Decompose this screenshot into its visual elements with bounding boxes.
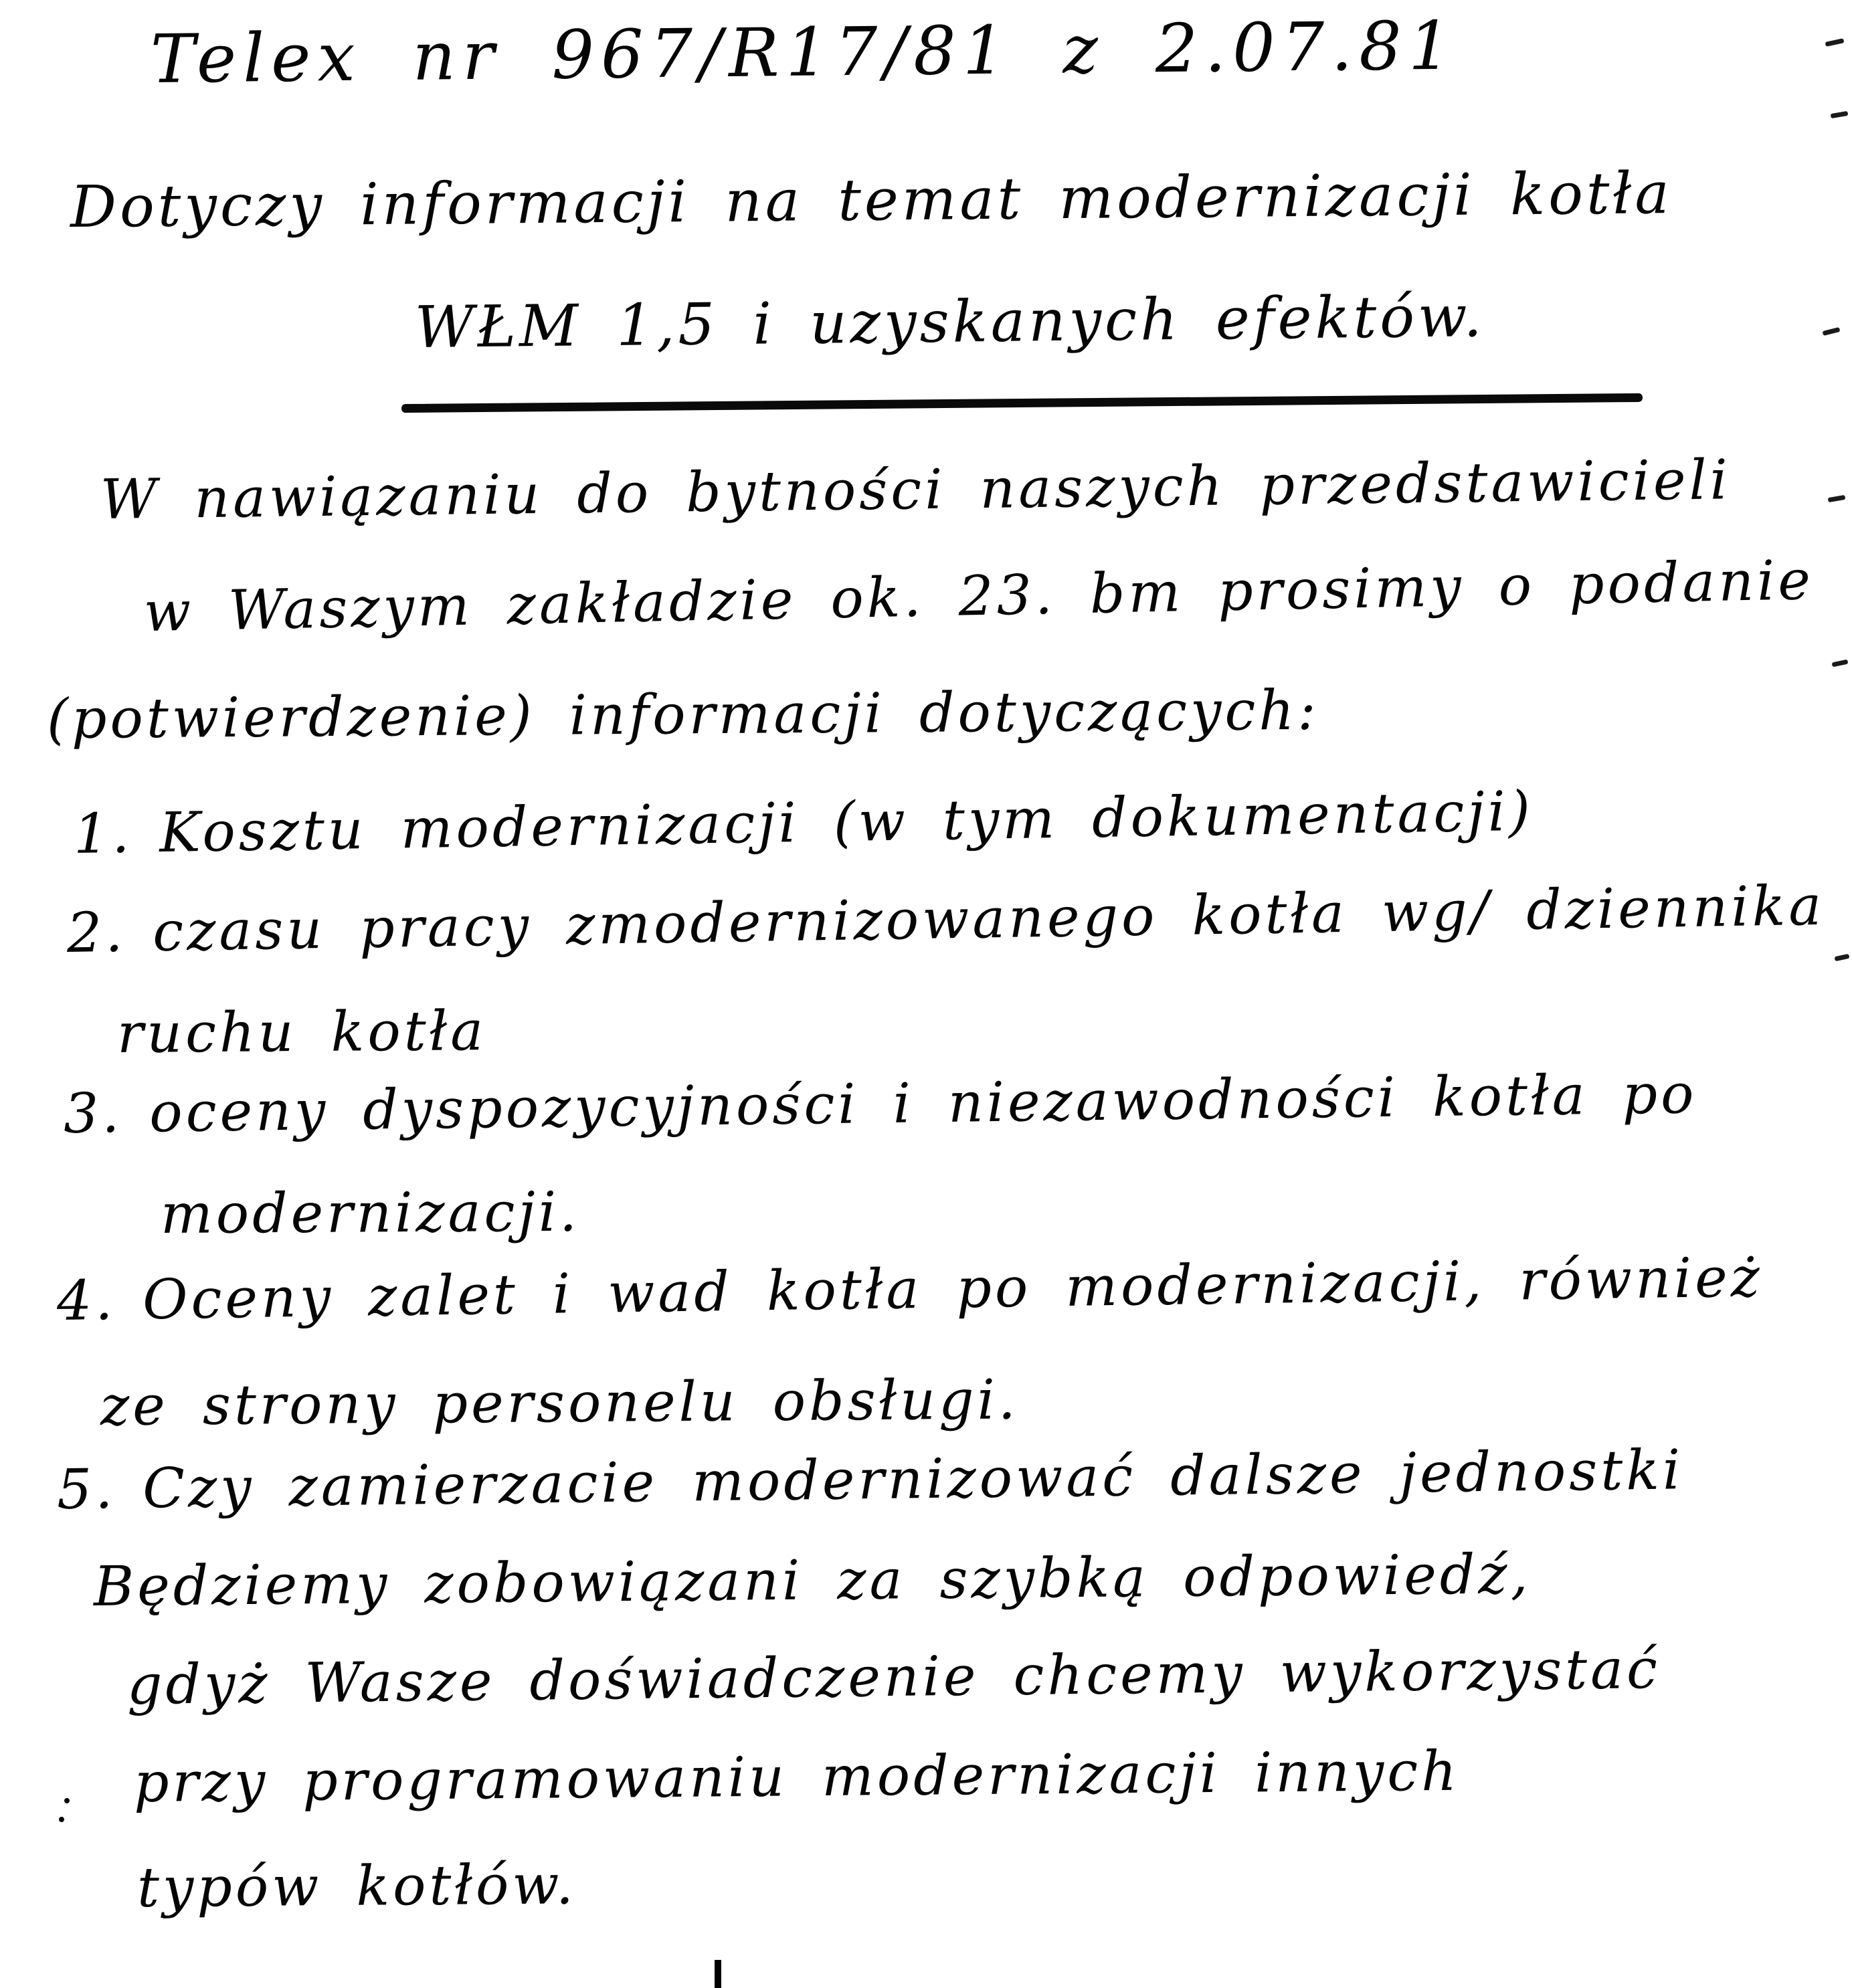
list-item-5	[56, 1438, 1683, 1522]
list-item-4-line-1	[56, 1246, 1763, 1333]
list-item-1	[73, 780, 1534, 866]
margin-tick	[1831, 111, 1849, 118]
margin-tick	[1823, 327, 1841, 336]
list-item-5-text: Czy zamierzacie modernizować dalsze jednostki	[142, 1438, 1684, 1521]
list-item-2-line-2: ruchu kotła	[116, 999, 487, 1066]
list-item-1-text: Kosztu modernizacji (w tym dokumentacji)	[159, 779, 1534, 865]
memo-header-telex-number: Telex nr 967/R17/81 z 2.07.81	[150, 6, 1458, 98]
list-item-2-line-1	[66, 874, 1825, 965]
list-item-4-text-1: Oceny zalet i wad kotła po modernizacji, również	[142, 1246, 1764, 1332]
intro-line-3: (potwierdzenie) informacji dotyczących:	[46, 678, 1320, 751]
scan-artifact	[64, 1798, 70, 1803]
list-item-5-number: 5.	[56, 1457, 116, 1522]
intro-line-2: w Waszym zakładzie ok. 23. bm prosimy o podanie	[143, 549, 1815, 644]
memo-subject-line-1: Dotyczy informacji na temat modernizacji kotła	[70, 160, 1673, 241]
scan-artifact	[715, 1960, 721, 1988]
subject-underline	[401, 393, 1643, 413]
margin-tick	[1835, 954, 1850, 961]
closing-line-4: typów kotłów.	[136, 1853, 577, 1920]
margin-tick	[1825, 38, 1845, 47]
margin-tick	[1832, 660, 1849, 668]
scan-artifact	[59, 1817, 64, 1822]
list-item-2-number: 2.	[66, 900, 126, 965]
closing-line-2: gdyż Wasze doświadczenie chcemy wykorzystać	[126, 1637, 1661, 1717]
list-item-1-number: 1.	[73, 801, 133, 866]
list-item-3-number: 3.	[63, 1081, 123, 1146]
list-item-3-text-1: oceny dyspozycyjności i niezawodności kotła po	[149, 1062, 1697, 1145]
intro-line-1: W nawiązaniu do bytności naszych przedstawicieli	[100, 448, 1732, 532]
memo-subject-line-2: WŁM 1,5 i uzyskanych efektów.	[414, 283, 1486, 361]
margin-tick	[1828, 495, 1846, 502]
list-item-2-text-1: czasu pracy zmodernizowanego kotła wg/ dziennika	[152, 874, 1825, 964]
closing-line-3: przy programowaniu modernizacji innych	[133, 1739, 1461, 1815]
list-item-4-number: 4.	[56, 1268, 116, 1333]
list-item-3-line-2: modernizacji.	[160, 1180, 581, 1246]
closing-line-1: Będziemy zobowiązani za szybką odpowiedź,	[93, 1543, 1532, 1619]
list-item-4-line-2: ze strony personelu obsługi.	[100, 1368, 1020, 1438]
list-item-3-line-1	[63, 1062, 1697, 1146]
